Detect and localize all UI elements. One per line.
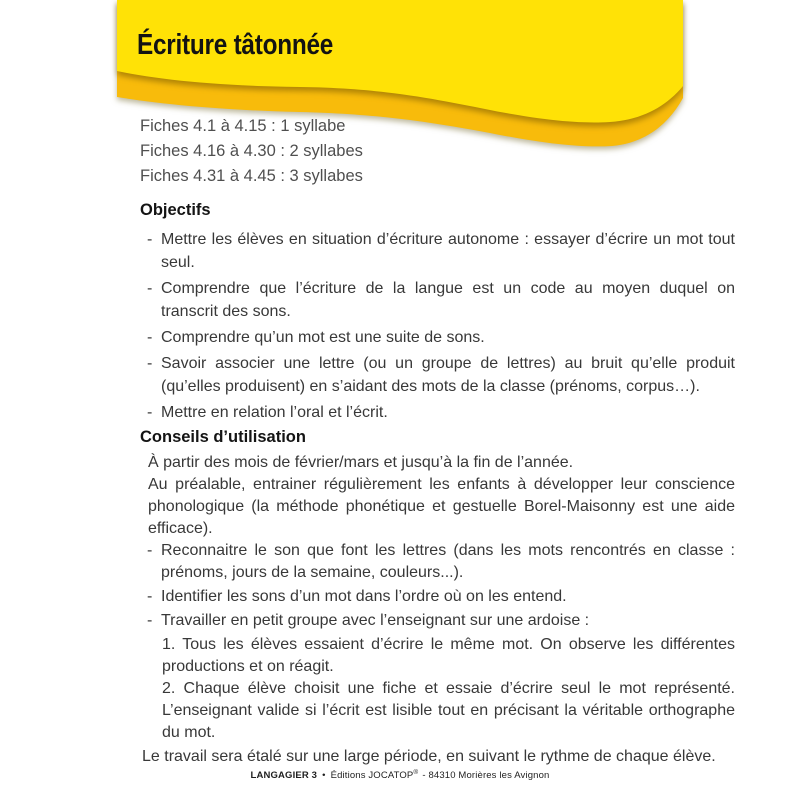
numbered-step: 2. Chaque élève choisit une fiche et essaie d’écrire seul le mot représenté. L’enseignant valide si l’écrit est lisible tout en précisant la véritable orthographe du mot. (162, 680, 735, 741)
bullet-marker: - (147, 231, 153, 248)
footer-separator: • (322, 770, 326, 782)
fiches-line-3: Fiches 4.31 à 4.45 : 3 syllabes (140, 167, 363, 185)
section-objectifs (140, 199, 735, 427)
list-item (147, 277, 735, 323)
list-item-text: Mettre les élèves en situation d’écriture autonome : essayer d’écrire un mot tout seul. (161, 231, 735, 271)
bullet-marker: - (147, 329, 153, 346)
bullet-marker: - (147, 355, 153, 372)
footer-address: - 84310 Morières les Avignon (422, 770, 550, 782)
list-item-text: Comprendre que l’écriture de la langue est un code au moyen duquel on transcrit des sons. (161, 280, 735, 320)
conseils-heading: Conseils d’utilisation (140, 428, 306, 446)
list-item-text: Savoir associer une lettre (ou un groupe de lettres) au bruit qu’elle produit (qu’elles produisent) en s’aidant des mots de la classe (prénoms, corpus…). (161, 355, 735, 395)
bullet-marker: - (147, 612, 153, 629)
section-conseils (140, 426, 735, 768)
footer-brand: LANGAGIER 3 (250, 770, 318, 782)
bullet-marker: - (147, 280, 153, 297)
list-item (147, 326, 735, 349)
bullet-marker: - (147, 588, 153, 605)
header-band (0, 0, 800, 175)
page-title: Écriture tâtonnée (137, 29, 334, 61)
paragraph: Au préalable, entrainer régulièrement les enfants à développer leur conscience phonologique (la méthode phonétique et gestuelle Borel-Maisonny est une aide efficace). (148, 476, 735, 537)
page-footer (0, 769, 800, 781)
list-item-text: Identifier les sons d’un mot dans l’ordre où on les entend. (161, 588, 567, 605)
list-item-text: Travailler en petit groupe avec l’enseignant sur une ardoise : (161, 612, 590, 629)
list-item-text: Mettre en relation l’oral et l’écrit. (161, 404, 388, 421)
closing-paragraph: Le travail sera étalé sur une large période, en suivant le rythme de chaque élève. (142, 748, 716, 765)
bullet-marker: - (147, 542, 153, 559)
fiches-line-2: Fiches 4.16 à 4.30 : 2 syllabes (140, 142, 363, 160)
footer-publisher: Éditions JOCATOP (330, 770, 414, 782)
fiches-list (140, 114, 363, 189)
list-item (147, 610, 735, 632)
numbered-step: 1. Tous les élèves essaient d’écrire le même mot. On observe les différentes productions et on réagit. (162, 636, 735, 675)
list-item-text: Reconnaitre le son que font les lettres (dans les mots rencontrés en classe : prénoms, jours de la semaine, couleurs...). (161, 542, 735, 581)
list-item (147, 228, 735, 274)
list-item (147, 352, 735, 398)
registered-mark: ® (413, 769, 419, 776)
paragraph: À partir des mois de février/mars et jusqu’à la fin de l’année. (148, 454, 574, 471)
list-item (147, 586, 735, 608)
list-item-text: Comprendre qu’un mot est une suite de sons. (161, 329, 485, 346)
fiches-line-1: Fiches 4.1 à 4.15 : 1 syllabe (140, 117, 346, 135)
list-item (147, 401, 735, 424)
bullet-marker: - (147, 404, 153, 421)
objectifs-heading: Objectifs (140, 201, 211, 219)
list-item (147, 540, 735, 584)
